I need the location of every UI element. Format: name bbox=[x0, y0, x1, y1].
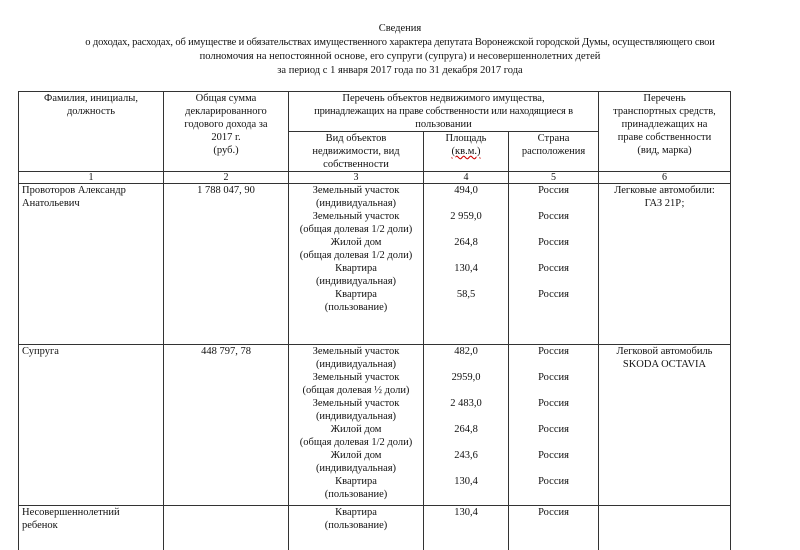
realty-ownership: (общая долевая ½ доли) bbox=[292, 384, 420, 397]
doc-subtitle-line2: полномочия на непостоянной основе, его супруги (супруга) и несовершеннолетних детей bbox=[0, 50, 800, 63]
column-number: 6 bbox=[599, 172, 731, 184]
doc-title: Сведения bbox=[0, 22, 800, 35]
realty-ownership: (индивидуальная) bbox=[292, 275, 420, 288]
header-text: расположения bbox=[512, 145, 595, 158]
doc-subtitle-line3: за период с 1 января 2017 года по 31 декабря 2017 года bbox=[0, 64, 800, 77]
header-text: транспортных средств, bbox=[602, 105, 727, 118]
table-row bbox=[19, 184, 731, 345]
realty-ownership: (общая долевая 1/2 доли) bbox=[292, 223, 420, 236]
column-number: 4 bbox=[424, 172, 509, 184]
header-text: пользовании bbox=[292, 118, 595, 131]
col-header-realty-country bbox=[509, 132, 599, 172]
realty-country: Россия bbox=[512, 288, 595, 314]
realty-object bbox=[292, 397, 420, 423]
realty-area: 2959,0 bbox=[427, 371, 505, 397]
person-name-cell bbox=[19, 345, 164, 506]
header-text: принадлежащих на bbox=[602, 118, 727, 131]
realty-type: Квартира bbox=[292, 288, 420, 301]
person-name: ребенок bbox=[22, 519, 160, 532]
header-text: Вид объектов bbox=[292, 132, 420, 145]
realty-area-cell bbox=[424, 506, 509, 550]
realty-country: Россия bbox=[512, 397, 595, 423]
realty-object bbox=[292, 449, 420, 475]
column-number-row bbox=[19, 172, 731, 184]
realty-ownership: (индивидуальная) bbox=[292, 197, 420, 210]
realty-object bbox=[292, 236, 420, 262]
realty-area: 130,4 bbox=[427, 475, 505, 501]
realty-type-cell bbox=[289, 345, 424, 506]
realty-type: Земельный участок bbox=[292, 345, 420, 358]
header-text: Площадь bbox=[427, 132, 505, 145]
realty-country-cell bbox=[509, 345, 599, 506]
income-cell bbox=[164, 184, 289, 345]
realty-country: Россия bbox=[512, 262, 595, 288]
realty-type: Квартира bbox=[292, 506, 420, 519]
realty-country-cell bbox=[509, 506, 599, 550]
header-text: Фамилия, инициалы, bbox=[22, 92, 160, 105]
realty-area: 494,0 bbox=[427, 184, 505, 210]
realty-type: Жилой дом bbox=[292, 449, 420, 462]
header-text: (кв.м.) bbox=[427, 145, 505, 158]
realty-country: Россия bbox=[512, 449, 595, 475]
header-text: принадлежащих на праве собственности или находящиеся в bbox=[292, 105, 595, 118]
realty-country: Россия bbox=[512, 210, 595, 236]
realty-type: Квартира bbox=[292, 475, 420, 488]
header-text: собственности bbox=[292, 158, 420, 171]
realty-country-cell bbox=[509, 184, 599, 345]
realty-area: 2 483,0 bbox=[427, 397, 505, 423]
realty-area: 482,0 bbox=[427, 345, 505, 371]
column-number: 3 bbox=[289, 172, 424, 184]
header-text: Перечень bbox=[602, 92, 727, 105]
realty-object bbox=[292, 371, 420, 397]
column-number: 2 bbox=[164, 172, 289, 184]
realty-object bbox=[292, 423, 420, 449]
realty-country: Россия bbox=[512, 506, 595, 532]
declaration-table bbox=[18, 91, 731, 550]
header-text: годового дохода за bbox=[167, 118, 285, 131]
column-number: 1 bbox=[19, 172, 164, 184]
header-text: Перечень объектов недвижимого имущества, bbox=[292, 92, 595, 105]
header-text: (руб.) bbox=[167, 144, 285, 157]
realty-ownership: (пользование) bbox=[292, 301, 420, 314]
realty-area-cell bbox=[424, 345, 509, 506]
vehicle-text: ГАЗ 21Р; bbox=[602, 197, 727, 210]
col-header-vehicles bbox=[599, 92, 731, 172]
income-cell bbox=[164, 506, 289, 550]
col-header-income bbox=[164, 92, 289, 172]
realty-object bbox=[292, 475, 420, 501]
header-row-1 bbox=[19, 92, 731, 132]
header-text: (вид, марка) bbox=[602, 144, 727, 157]
realty-ownership: (общая долевая 1/2 доли) bbox=[292, 249, 420, 262]
realty-object bbox=[292, 345, 420, 371]
realty-type: Жилой дом bbox=[292, 236, 420, 249]
realty-ownership: (пользование) bbox=[292, 519, 420, 532]
vehicles-cell bbox=[599, 506, 731, 550]
realty-ownership: (пользование) bbox=[292, 488, 420, 501]
vehicle-text: Легковые автомобили: bbox=[602, 184, 727, 197]
realty-type: Земельный участок bbox=[292, 371, 420, 384]
realty-area: 130,4 bbox=[427, 262, 505, 288]
realty-type: Земельный участок bbox=[292, 210, 420, 223]
realty-ownership: (индивидуальная) bbox=[292, 358, 420, 371]
header-text: должность bbox=[22, 105, 160, 118]
realty-ownership: (общая долевая 1/2 доли) bbox=[292, 436, 420, 449]
realty-object bbox=[292, 262, 420, 288]
person-name: Несовершеннолетний bbox=[22, 506, 160, 519]
realty-country: Россия bbox=[512, 345, 595, 371]
realty-object bbox=[292, 210, 420, 236]
realty-ownership: (индивидуальная) bbox=[292, 462, 420, 475]
realty-type: Квартира bbox=[292, 262, 420, 275]
realty-country: Россия bbox=[512, 184, 595, 210]
person-name-cell bbox=[19, 184, 164, 345]
header-text: Страна bbox=[512, 132, 595, 145]
realty-area-cell bbox=[424, 184, 509, 345]
realty-area: 264,8 bbox=[427, 236, 505, 262]
header-text: недвижимости, вид bbox=[292, 145, 420, 158]
realty-area: 2 959,0 bbox=[427, 210, 505, 236]
realty-ownership: (индивидуальная) bbox=[292, 410, 420, 423]
person-name: Провоторов Александр bbox=[22, 184, 160, 197]
realty-type: Жилой дом bbox=[292, 423, 420, 436]
realty-area: 264,8 bbox=[427, 423, 505, 449]
table-row bbox=[19, 345, 731, 506]
realty-country: Россия bbox=[512, 371, 595, 397]
table-row bbox=[19, 506, 731, 550]
realty-type: Земельный участок bbox=[292, 397, 420, 410]
col-header-realty-type bbox=[289, 132, 424, 172]
person-name-cell bbox=[19, 506, 164, 550]
income-cell bbox=[164, 345, 289, 506]
realty-country: Россия bbox=[512, 236, 595, 262]
realty-country: Россия bbox=[512, 475, 595, 501]
realty-area: 243,6 bbox=[427, 449, 505, 475]
person-name: Анатольевич bbox=[22, 197, 160, 210]
col-header-realty-area bbox=[424, 132, 509, 172]
income-value: 1 788 047, 90 bbox=[167, 184, 285, 197]
doc-subtitle-line1: о доходах, расходах, об имуществе и обязательствах имущественного характера депутата Воронежской городской Думы, осуществляющего свои bbox=[0, 36, 800, 49]
realty-country: Россия bbox=[512, 423, 595, 449]
vehicle-text: Легковой автомобиль bbox=[602, 345, 727, 358]
income-value: 448 797, 78 bbox=[167, 345, 285, 358]
column-number: 5 bbox=[509, 172, 599, 184]
realty-area: 58,5 bbox=[427, 288, 505, 314]
header-text: декларированного bbox=[167, 105, 285, 118]
realty-type-cell bbox=[289, 184, 424, 345]
vehicle-text: SKODA OCTAVIA bbox=[602, 358, 727, 371]
realty-object bbox=[292, 184, 420, 210]
vehicles-cell bbox=[599, 345, 731, 506]
col-header-name bbox=[19, 92, 164, 172]
realty-type: Земельный участок bbox=[292, 184, 420, 197]
header-text: 2017 г. bbox=[167, 131, 285, 144]
realty-object bbox=[292, 506, 420, 532]
vehicles-cell bbox=[599, 184, 731, 345]
col-header-realty bbox=[289, 92, 599, 132]
realty-object bbox=[292, 288, 420, 314]
header-text: праве собственности bbox=[602, 131, 727, 144]
person-name: Супруга bbox=[22, 345, 160, 358]
realty-type-cell bbox=[289, 506, 424, 550]
header-text: Общая сумма bbox=[167, 92, 285, 105]
realty-area: 130,4 bbox=[427, 506, 505, 532]
